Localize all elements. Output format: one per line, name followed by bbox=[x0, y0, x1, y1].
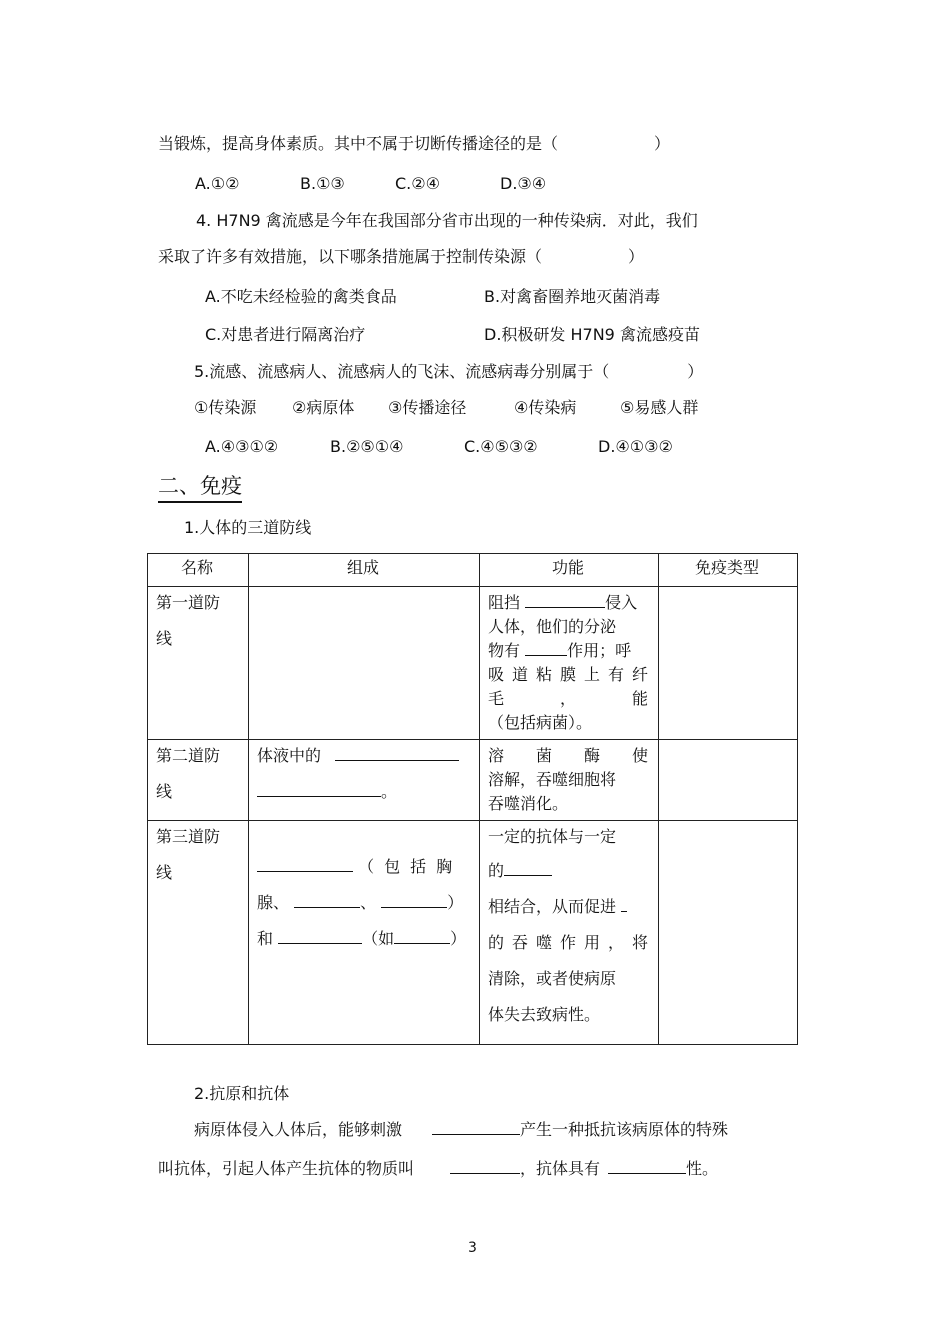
row3-func-line5: 清除，或者使病原 bbox=[488, 969, 617, 988]
row1-func-line4: 吸道粘膜上有纤 bbox=[488, 665, 648, 684]
row2-func-line2: 溶解，吞噬细胞将 bbox=[488, 770, 617, 789]
row3-func-line2: 的 bbox=[488, 853, 648, 889]
blank bbox=[381, 891, 447, 908]
row2-name bbox=[148, 740, 249, 821]
row3-func-line4: 的吞噬作用，将 bbox=[488, 933, 648, 952]
defense-heading: 1.人体的三道防线 bbox=[184, 518, 312, 537]
q5-term-1: ①传染源 bbox=[194, 398, 257, 417]
row1-composition bbox=[249, 587, 480, 740]
blank bbox=[504, 859, 552, 876]
blank bbox=[525, 591, 605, 608]
q5-term-2: ②病原体 bbox=[292, 398, 355, 417]
header-immunity-type: 免疫类型 bbox=[659, 554, 798, 587]
q3-stem: 当锻炼，提高身体素质。其中不属于切断传播途径的是（ ） bbox=[158, 134, 671, 153]
row1-func-line1: 阻挡 侵入 bbox=[488, 593, 638, 612]
blank bbox=[525, 639, 567, 656]
row1-func-line6: （包括病菌）。 bbox=[488, 713, 593, 732]
q4-option-c: C.对患者进行隔离治疗 bbox=[205, 325, 366, 344]
q4-option-d: D.积极研发 H7N9 禽流感疫苗 bbox=[484, 325, 700, 344]
row3-comp-line1: （包括胸 bbox=[257, 849, 469, 885]
section-title: 二、免疫 bbox=[158, 473, 242, 503]
row2-comp-line1: 体液中的 bbox=[257, 744, 469, 768]
q3-option-a: A.①② bbox=[195, 174, 240, 193]
row2-name-line1: 第二道防 bbox=[156, 746, 221, 765]
q5-option-b: B.②⑤①④ bbox=[330, 437, 404, 456]
row1-name bbox=[148, 587, 249, 740]
antigen-line2: 叫抗体，引起人体产生抗体的物质叫 ，抗体具有 性。 bbox=[158, 1159, 719, 1178]
q5-term-5: ⑤易感人群 bbox=[620, 398, 699, 417]
blank bbox=[450, 1157, 520, 1174]
row1-func-line2: 人体，他们的分泌 bbox=[488, 617, 617, 636]
blank bbox=[335, 744, 459, 761]
row2-name-line2: 线 bbox=[156, 782, 173, 801]
blank bbox=[432, 1118, 520, 1135]
q5-option-a: A.④③①② bbox=[205, 437, 279, 456]
row3-comp-line2: 腺、 、 ） bbox=[257, 893, 464, 912]
row1-func-line3: 物有 作用；呼 bbox=[488, 641, 632, 660]
blank bbox=[621, 895, 627, 912]
q4-option-b: B.对禽畜圈养地灭菌消毒 bbox=[484, 287, 661, 306]
page-number: 3 bbox=[468, 1240, 477, 1256]
defense-table bbox=[147, 553, 798, 1045]
header-function: 功能 bbox=[480, 554, 659, 587]
antigen-line1: 病原体侵入人体后，能够刺激 产生一种抵抗该病原体的特殊 bbox=[194, 1120, 729, 1139]
row3-name-line2: 线 bbox=[156, 863, 173, 882]
q4-stem-line1: 4. H7N9 禽流感是今年在我国部分省市出现的一种传染病．对此，我们 bbox=[196, 211, 698, 230]
row1-name-line2: 线 bbox=[156, 629, 173, 648]
row2-comp-line2: 。 bbox=[257, 780, 469, 804]
row1-immunity-type bbox=[659, 587, 798, 740]
q5-term-3: ③传播途径 bbox=[388, 398, 467, 417]
row3-func-line1: 一定的抗体与一定 bbox=[488, 827, 617, 846]
blank bbox=[608, 1157, 686, 1174]
header-name: 名称 bbox=[148, 554, 249, 587]
row1-name-line1: 第一道防 bbox=[156, 593, 221, 612]
row1-func-line5: 毛 ， 能 bbox=[488, 689, 648, 708]
q5-stem: 5.流感、流感病人、流感病人的飞沫、流感病毒分别属于（ ） bbox=[194, 362, 704, 381]
table-row bbox=[148, 740, 798, 821]
row1-function bbox=[480, 587, 659, 740]
row3-immunity-type bbox=[659, 821, 798, 1045]
q3-option-c: C.②④ bbox=[395, 174, 440, 193]
table-row bbox=[148, 821, 798, 1045]
blank bbox=[294, 891, 360, 908]
antigen-heading: 2.抗原和抗体 bbox=[194, 1084, 290, 1103]
blank bbox=[394, 927, 450, 944]
blank bbox=[257, 855, 353, 872]
q5-option-c: C.④⑤③② bbox=[464, 437, 538, 456]
table-row bbox=[148, 587, 798, 740]
q5-term-4: ④传染病 bbox=[514, 398, 577, 417]
row3-func-line6: 体失去致病性。 bbox=[488, 1005, 601, 1024]
table-header-row bbox=[148, 554, 798, 587]
row2-immunity-type bbox=[659, 740, 798, 821]
row3-name-line1: 第三道防 bbox=[156, 827, 221, 846]
q4-option-a: A.不吃未经检验的禽类食品 bbox=[205, 287, 397, 306]
row3-comp-line3: 和 （如 ） bbox=[257, 929, 467, 948]
q3-option-b: B.①③ bbox=[300, 174, 345, 193]
row3-name bbox=[148, 821, 249, 1045]
header-composition: 组成 bbox=[249, 554, 480, 587]
blank bbox=[257, 780, 381, 797]
q3-option-d: D.③④ bbox=[500, 174, 547, 193]
q4-stem-line2: 采取了许多有效措施，以下哪条措施属于控制传染源（ ） bbox=[158, 247, 645, 266]
row2-composition bbox=[249, 740, 480, 821]
row3-func-line3: 相结合，从而促进 bbox=[488, 889, 648, 925]
row2-func-line1: 溶菌酶使 bbox=[488, 746, 648, 765]
row2-func-line3: 吞噬消化。 bbox=[488, 794, 569, 813]
blank bbox=[278, 927, 362, 944]
q5-option-d: D.④①③② bbox=[598, 437, 673, 456]
row2-function bbox=[480, 740, 659, 821]
row3-function bbox=[480, 821, 659, 1045]
row3-composition bbox=[249, 821, 480, 1045]
